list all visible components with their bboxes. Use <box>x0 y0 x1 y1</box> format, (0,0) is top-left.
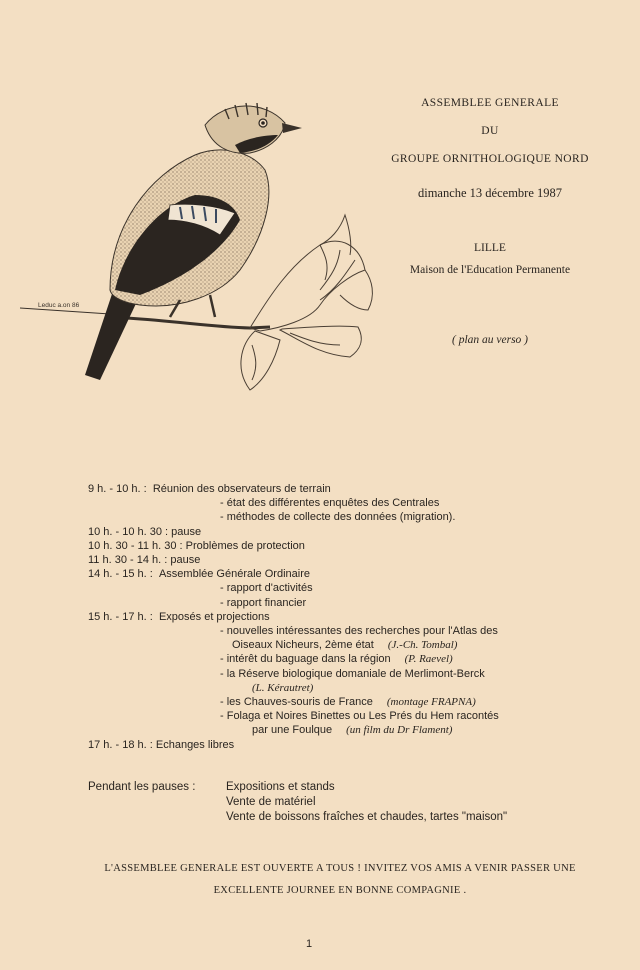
schedule-subitem: Oiseaux Nicheurs, 2ème état <box>232 639 374 652</box>
schedule-time: 9 h. - 10 h. : <box>88 483 147 495</box>
credit-note: (un film du Dr Flament) <box>346 724 453 737</box>
closing-invitation <box>60 858 620 902</box>
schedule-subitem: - rapport financier <box>220 596 307 609</box>
jay-bird-illustration <box>20 95 380 405</box>
breaks-label: Pendant les pauses : <box>88 781 196 793</box>
event-header <box>340 96 640 346</box>
event-date: dimanche 13 décembre 1987 <box>417 186 563 200</box>
breaks-section <box>88 780 507 825</box>
title-line-3: GROUPE ORNITHOLOGIQUE NORD <box>391 153 589 165</box>
schedule-subitem: - la Réserve biologique domaniale de Merlimont-Berck <box>220 667 485 680</box>
schedule-subitem: - nouvelles intéressantes des recherches pour l'Atlas des <box>220 625 498 638</box>
schedule-time: 14 h. - 15 h. : <box>88 568 153 581</box>
schedule-title: Réunion des observateurs de terrain <box>152 483 331 495</box>
schedule-title: Exposés et projections <box>158 610 270 623</box>
schedule-row: 17 h. - 18 h. : Echanges libres <box>88 738 235 751</box>
schedule-subitem: - les Chauves-souris de France <box>220 696 373 709</box>
schedule-row: 11 h. 30 - 14 h. : pause <box>88 554 201 567</box>
schedule-subitem: par une Foulque <box>252 724 333 737</box>
schedule-row <box>88 610 618 624</box>
schedule-subitem: - méthodes de collecte des données (migration). <box>220 511 456 524</box>
event-venue: Maison de l'Education Permanente <box>409 264 571 276</box>
schedule-subitem: - Folaga et Noires Binettes ou Les Prés du Hem racontés <box>220 710 499 723</box>
title-line-2: DU <box>481 125 499 137</box>
closing-line-1: L'ASSEMBLEE GENERALE EST OUVERTE A TOUS ! INVITEZ VOS AMIS A VENIR PASSER UNE <box>104 863 576 874</box>
credit-note: (J.-Ch. Tombal) <box>387 639 458 652</box>
credit-note: (montage FRAPNA) <box>386 696 476 709</box>
branch-line <box>110 317 270 328</box>
program-schedule <box>88 482 618 752</box>
schedule-row <box>88 567 618 581</box>
schedule-subitem: - état des différentes enquêtes des Centrales <box>220 497 440 510</box>
bird-beak <box>282 123 302 133</box>
breaks-item: Vente de matériel <box>226 796 316 808</box>
title-line-1: ASSEMBLEE GENERALE <box>421 97 559 109</box>
event-city: LILLE <box>474 242 506 254</box>
credit-note: (P. Raevel) <box>404 653 453 666</box>
artist-signature: Leduc a.on 86 <box>38 302 80 309</box>
breaks-item: Vente de boissons fraîches et chaudes, tartes "maison" <box>226 811 508 823</box>
page-number: 1 <box>306 938 313 950</box>
closing-line-2: EXCELLENTE JOURNEE EN BONNE COMPAGNIE . <box>213 885 467 896</box>
credit-note: (L. Kérautret) <box>252 681 314 694</box>
schedule-title: Assemblée Générale Ordinaire <box>158 568 310 581</box>
schedule-subitem: - intérêt du baguage dans la région <box>220 653 391 666</box>
schedule-row: 10 h. - 10 h. 30 : pause <box>88 525 202 538</box>
schedule-time: 15 h. - 17 h. : <box>88 610 153 623</box>
schedule-subitem: - rapport d'activités <box>220 582 313 595</box>
schedule-row <box>88 482 618 496</box>
breaks-item: Expositions et stands <box>226 781 335 793</box>
schedule-row: 10 h. 30 - 11 h. 30 : Problèmes de protection <box>88 539 305 552</box>
map-on-back-note: ( plan au verso ) <box>451 334 528 346</box>
